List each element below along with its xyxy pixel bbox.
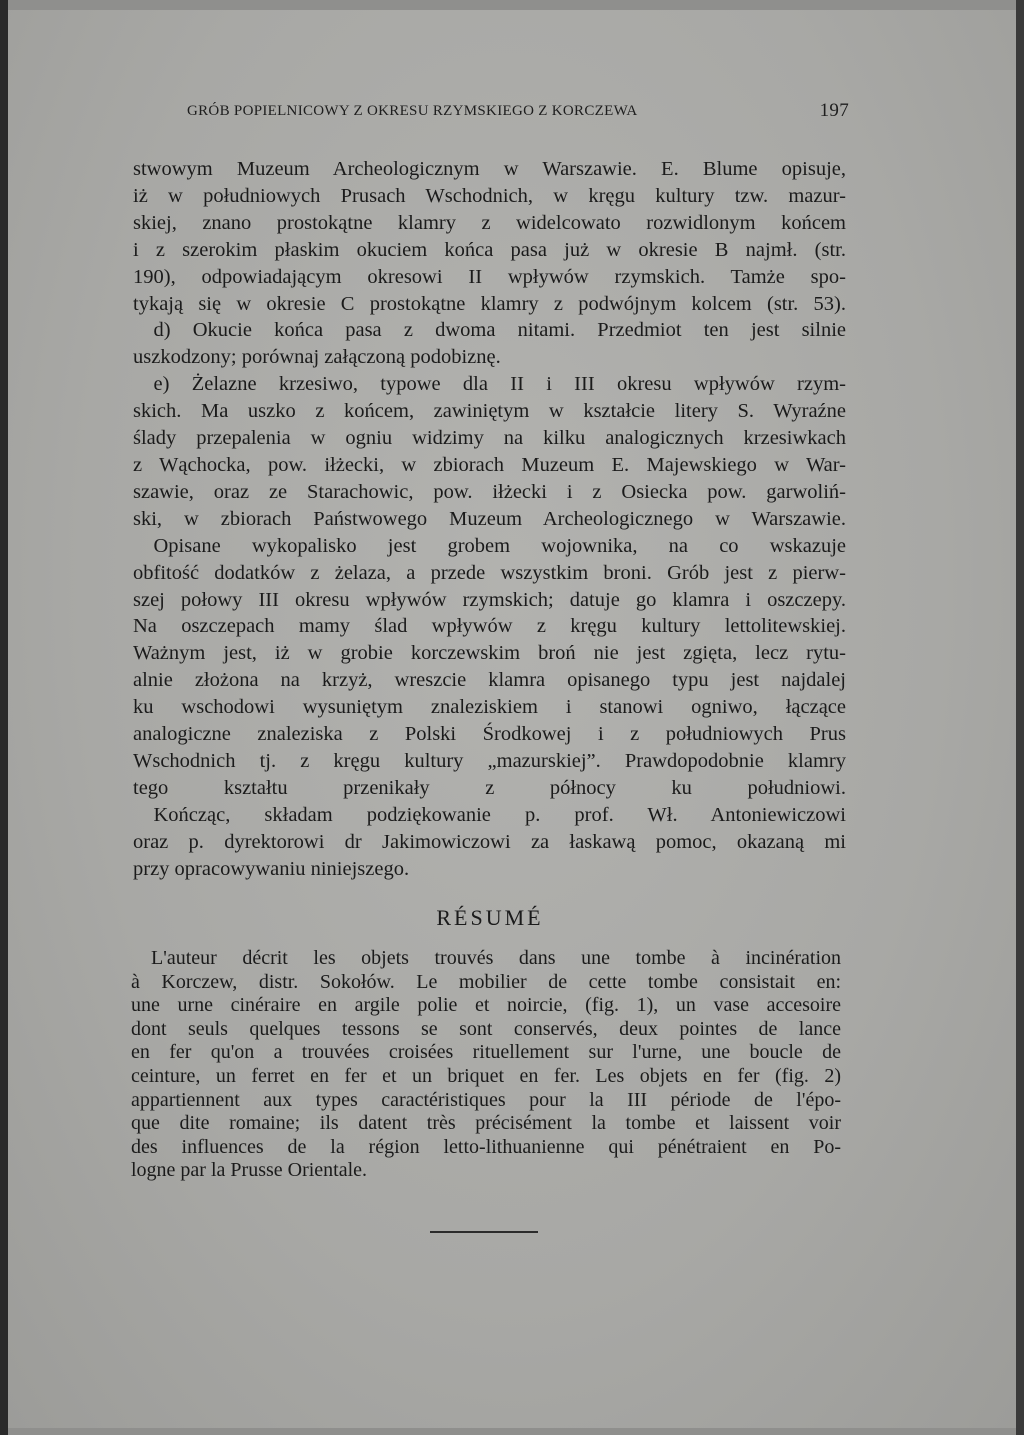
text-line: e) Żelazne krzesiwo, typowe dla II i III okresu wpływów rzym- bbox=[133, 373, 846, 396]
text-line: i z szerokim płaskim okuciem końca pasa już w okresie B najmł. (str. bbox=[133, 238, 846, 261]
resume-heading-container bbox=[0, 905, 1024, 931]
text-line: d) Okucie końca pasa z dwoma nitami. Przedmiot ten jest silnie bbox=[133, 319, 846, 342]
text-line: que dite romaine; ils datent très précisément la tombe et laissent voir bbox=[131, 1112, 841, 1135]
text-line: przy opracowywaniu niniejszego. bbox=[133, 857, 410, 880]
text-line: logne par la Prusse Orientale. bbox=[131, 1159, 368, 1182]
end-rule bbox=[430, 1231, 538, 1233]
resume-heading: RÉSUMÉ bbox=[436, 905, 544, 930]
text-line: à Korczew, distr. Sokołów. Le mobilier de cette tombe consistait en: bbox=[131, 970, 841, 993]
text-line: L'auteur décrit les objets trouvés dans une tombe à incinération bbox=[131, 947, 841, 969]
text-line: uszkodzony; porównaj załączoną podobiznę. bbox=[133, 346, 501, 369]
page-number: 197 bbox=[819, 100, 849, 121]
text-line: ski, w zbiorach Państwowego Muzeum Archeologicznego w Warszawie. bbox=[133, 507, 846, 530]
text-line: tykają się w okresie C prostokątne klamry z podwójnym kolcem (str. 53). bbox=[133, 292, 846, 315]
text-line: stwowym Muzeum Archeologicznym w Warszawie. E. Blume opisuje, bbox=[133, 158, 846, 180]
text-line: ślady przepalenia w ogniu widzimy na kilku analogicznych krzesiwkach bbox=[133, 427, 846, 450]
text-line: szej połowy III okresu wpływów rzymskich; datuje go klamra i oszczepy. bbox=[133, 588, 846, 611]
text-line: dont seuls quelques tessons se sont conservés, deux pointes de lance bbox=[131, 1017, 841, 1040]
text-line: z Wąchocka, pow. iłżecki, w zbiorach Muzeum E. Majewskiego w War- bbox=[133, 453, 846, 476]
running-title: GRÓB POPIELNICOWY Z OKRESU RZYMSKIEGO Z KORCZEWA bbox=[187, 103, 638, 119]
text-line: ku wschodowi wysuniętym znaleziskiem i stanowi ogniwo, łączące bbox=[133, 696, 846, 719]
text-line: ceinture, un ferret en fer et un briquet en fer. Les objets en fer (fig. 2) bbox=[131, 1064, 841, 1087]
text-line: Wschodnich tj. z kręgu kultury „mazurskiej”. Prawdopodobnie klamry bbox=[133, 749, 846, 772]
text-line: szawie, oraz ze Starachowic, pow. iłżecki i z Osiecka pow. garwoliń- bbox=[133, 480, 846, 503]
text-line: analogiczne znaleziska z Polski Środkowej i z południowych Prus bbox=[133, 723, 846, 746]
text-line: iż w południowych Prusach Wschodnich, w kręgu kultury tzw. mazur- bbox=[133, 184, 846, 207]
text-line: 190), odpowiadającym okresowi II wpływów rzymskich. Tamże spo- bbox=[133, 265, 846, 288]
text-line: appartiennent aux types caractéristiques pour la III période de l'épo- bbox=[131, 1088, 841, 1111]
text-line: Na oszczepach mamy ślad wpływów z kręgu kultury lettolitewskiej. bbox=[133, 615, 846, 638]
text-line: skich. Ma uszko z końcem, zawiniętym w kształcie litery S. Wyraźne bbox=[133, 400, 846, 423]
text-line: Opisane wykopalisko jest grobem wojownika, na co wskazuje bbox=[133, 534, 846, 557]
main-body-text bbox=[133, 156, 846, 882]
text-line: des influences de la région letto-lithuanienne qui pénétraient en Po- bbox=[131, 1135, 841, 1158]
scan-right-edge bbox=[1016, 0, 1024, 1435]
text-line: une urne cinéraire en argile polie et noircie, (fig. 1), un vase accesoire bbox=[131, 994, 841, 1017]
text-line: skiej, znano prostokątne klamry z widelcowato rozwidlonym końcem bbox=[133, 211, 846, 234]
text-line: oraz p. dyrektorowi dr Jakimowiczowi za łaskawą pomoc, okazaną mi bbox=[133, 830, 846, 853]
text-line: obfitość dodatków z żelaza, a przede wszystkim broni. Grób jest z pierw- bbox=[133, 561, 846, 584]
text-line: Kończąc, składam podziękowanie p. prof. Wł. Antoniewiczowi bbox=[133, 803, 846, 826]
text-line: alnie złożona na krzyż, wreszcie klamra opisanego typu jest najdalej bbox=[133, 669, 846, 692]
text-line: tego kształtu przenikały z północy ku południowi. bbox=[133, 776, 846, 799]
text-line: Ważnym jest, iż w grobie korczewskim broń nie jest zgięta, lecz rytu- bbox=[133, 642, 846, 665]
scan-left-edge bbox=[0, 0, 8, 1435]
text-line: en fer qu'on a trouvées croisées rituellement sur l'urne, une boucle de bbox=[131, 1041, 841, 1064]
resume-body-text bbox=[131, 947, 841, 1183]
